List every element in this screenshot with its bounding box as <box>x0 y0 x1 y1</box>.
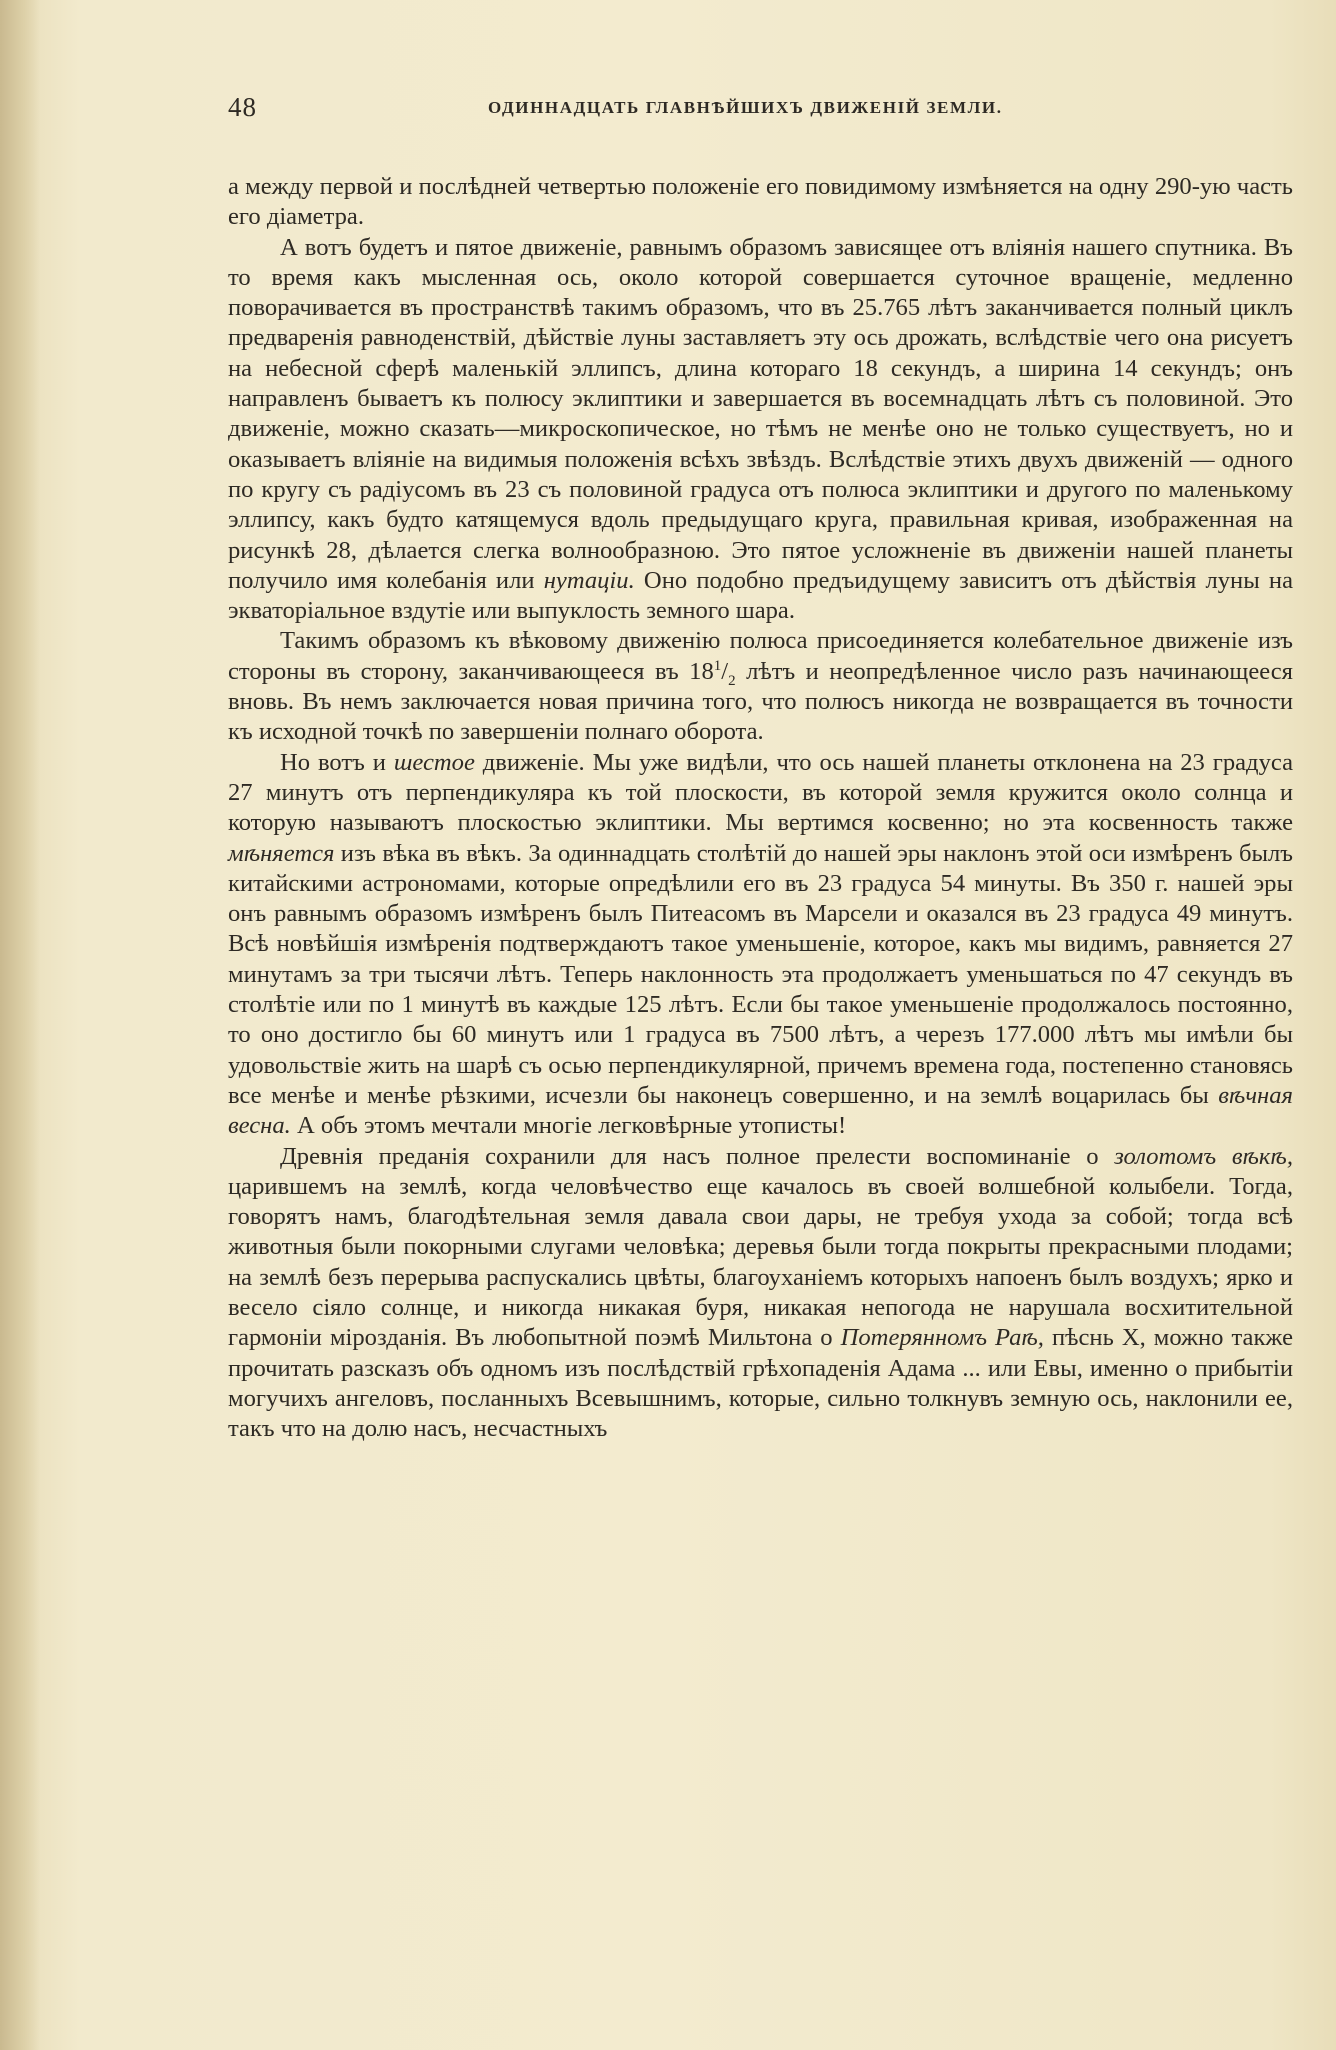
text-run: А объ этомъ мечтали многіе легковѣрные утописты! <box>290 1112 847 1140</box>
italic-text: нутаціи. <box>543 566 635 594</box>
page-number: 48 <box>228 92 257 122</box>
text-run: движеніе. Мы уже видѣли, что ось нашей планеты отклонена на 23 градуса 27 минутъ отъ перпендикуляра къ той плоскости, въ которой земля кружится около солнца и которую называютъ плоскостью эклиптики. Мы вертимся косвенно; но эта косвенность также <box>228 748 1293 837</box>
text-run: изъ вѣка въ вѣкъ. За одиннадцать столѣтій до нашей эры наклонъ этой оси измѣренъ былъ китайскими астрономами, которые опредѣлили его въ 23 градуса 54 минуты. Въ 350 г. нашей эры онъ равнымъ образомъ измѣренъ былъ Питеасомъ въ Марсели и оказался въ 23 градуса 49 минутъ. Всѣ новѣйшія измѣренія подтверждаютъ такое уменьшеніе, которое, какъ мы видимъ, равняется 27 минутамъ за три тысячи лѣтъ. Теперь наклонность эта продолжаетъ уменьшаться по 47 секундъ въ столѣтіе или по 1 минутѣ въ каждые 125 лѣтъ. Если бы такое уменьшеніе продолжалось постоянно, то оно достигло бы 60 минутъ или 1 градуса въ 7500 лѣтъ, а черезъ 177.000 лѣтъ мы имѣли бы удовольствіе жить на шарѣ съ осью перпендикулярной, причемъ времена года, постепенно становясь все менѣе и менѣе рѣзкими, исчезли бы наконецъ совершенно, и на землѣ воцарилась бы <box>228 839 1293 1109</box>
text-run: а между первой и послѣдней четвертью положеніе его повидимому измѣняется на одну 290-ую часть его діаметра. <box>228 173 1293 231</box>
text-run: лѣтъ и неопредѣленное число разъ начинающееся вновь. Въ немъ заключается новая причина того, что полюсъ никогда не возвращается въ точности къ исходной точкѣ по завершеніи полнаго оборота. <box>228 657 1293 746</box>
text-run: царившемъ на землѣ, когда человѣчество еще качалось въ своей волшебной колыбели. Тогда, говорятъ намъ, благодѣтельная земля давала свои дары, не требуя ухода за собой; тогда всѣ животныя были покорными слугами человѣка; деревья были тогда покрыты прекрасными плодами; на землѣ безъ перерыва распускались цвѣты, благоуханіемъ которыхъ напоенъ былъ воздухъ; ярко и весело сіяло солнце, и никогда никакая буря, никакая непогода не нарушала восхитительной гармоніи мірозданія. Въ любопытной поэмѣ Мильтона о <box>228 1172 1293 1352</box>
text-run: / <box>721 657 729 685</box>
page-header <box>228 92 1293 132</box>
italic-text: золотомъ вѣкѣ, <box>1114 1142 1293 1170</box>
italic-text: вѣчная весна. <box>228 1081 1293 1140</box>
page-gutter-shadow <box>0 0 40 2050</box>
text-run: А вотъ будетъ и пятое движеніе, равнымъ образомъ зависящее отъ вліянія нашего спутника. Въ то время какъ мысленная ось, около которой совершается суточное вращеніе, медленно поворачивается въ пространствѣ такимъ образомъ, что въ 25.765 лѣтъ заканчивается полный циклъ предваренія равноденствій, дѣйствіе луны заставляетъ эту ось дрожать, вслѣдствіе чего она рисуетъ на небесной сферѣ маленькій эллипсъ, длина котораго 18 секундъ, а ширина 14 секундъ; онъ направленъ бываетъ къ полюсу эклиптики и завершается въ восемнадцать лѣтъ съ половиной. Это движеніе, можно сказать—микроскопическое, но тѣмъ не менѣе оно не только существуетъ, но и оказываетъ вліяніе на видимыя положенія всѣхъ звѣздъ. Вслѣдствіе этихъ двухъ движеній — одного по кругу съ радіусомъ въ 23 съ половиной градуса отъ полюса эклиптики и другого по маленькому эллипсу, какъ будто катящемуся вдоль предыдущаго круга, правильная кривая, изображенная на рисункѣ 28, дѣлается слегка волнообразною. Это пятое усложненіе въ движеніи нашей планеты получило имя колебанія или <box>228 233 1293 594</box>
italic-text: мѣняется <box>228 839 335 867</box>
paragraph <box>228 233 1293 627</box>
paragraph <box>228 1142 1293 1445</box>
body-text <box>228 172 1293 1444</box>
text-run: Такимъ образомъ къ вѣковому движенію полюса присоединяется колебательное движеніе изъ стороны въ сторону, заканчивающееся въ 18 <box>228 627 1293 685</box>
paragraph <box>228 748 1293 1142</box>
paragraph <box>228 172 1293 233</box>
text-run: Оно подобно предъидущему зависитъ отъ дѣйствія луны на экваторіальное вздутіе или выпуклость земного шара. <box>228 566 1293 625</box>
text-run: Но вотъ и <box>280 748 394 776</box>
running-title: ОДИННАДЦАТЬ ГЛАВНѢЙШИХЪ ДВИЖЕНІЙ ЗЕМЛИ. <box>488 98 1003 117</box>
italic-text: Потерянномъ Раѣ, <box>840 1324 1044 1352</box>
subscript: 2 <box>728 672 736 689</box>
superscript: 1 <box>713 657 722 674</box>
text-run: пѣснь X, можно также прочитать разсказъ объ одномъ изъ послѣдствій грѣхопаденія Адама ... или Евы, именно о прибытіи могучихъ ангеловъ, посланныхъ Всевышнимъ, которые, сильно толкнувъ земную ось, наклонили ее, такъ что на долю насъ, несчастныхъ <box>228 1324 1293 1443</box>
italic-text: шестое <box>393 748 475 776</box>
paragraph <box>228 626 1293 747</box>
text-run: Древнія преданія сохранили для насъ полное прелести воспоминаніе о <box>280 1142 1115 1170</box>
